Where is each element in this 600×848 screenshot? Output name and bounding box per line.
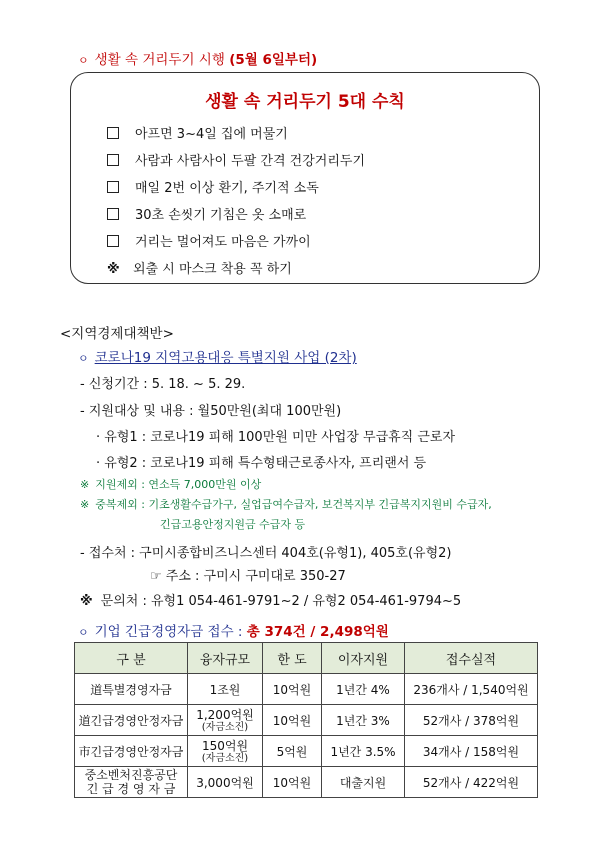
checkbox-icon: [107, 181, 119, 193]
table-cell: 1,200억원 (자금소진): [188, 705, 263, 736]
table-cell: 중소벤처진흥공단 긴 급 경 영 자 금: [75, 767, 188, 798]
table-cell: 1년간 4%: [322, 674, 405, 705]
office: - 접수처 : 구미시종합비즈니스센터 404호(유형1), 405호(유형2): [80, 546, 452, 561]
table-row: [75, 736, 538, 767]
table-cell: 3,000억원: [188, 767, 263, 798]
table-cell: 34개사 / 158억원: [405, 736, 538, 767]
fund-table: [74, 642, 538, 798]
reference-mark-icon: ※: [80, 594, 93, 609]
table-cell: 1조원: [188, 674, 263, 705]
table-cell: 道긴급경영안정자금: [75, 705, 188, 736]
table-cell: 150억원 (자금소진): [188, 736, 263, 767]
section1-bullet: ㅇ: [78, 54, 89, 67]
section3-title-a: 기업 긴급경영자금 접수 :: [94, 624, 247, 640]
reference-mark-icon: ※: [80, 498, 90, 511]
duplicate-note-line2: 긴급고용안정지원금 수급자 등: [160, 518, 306, 531]
section1-title-a: 생활 속 거리두기 시행: [94, 52, 230, 68]
apply-period: - 신청기간 : 5. 18. ~ 5. 29.: [80, 377, 246, 392]
table-cell: 市긴급경영안정자금: [75, 736, 188, 767]
section3-bullet: ㅇ: [78, 626, 89, 639]
rule-note: ※ 외출 시 마스크 착용 꼭 하기: [107, 262, 292, 277]
table-cell: 대출지원: [322, 767, 405, 798]
contact: ※ 문의처 : 유형1 054-461-9791~2 / 유형2 054-461-9794~5: [80, 594, 462, 609]
rules-box-title: 생활 속 거리두기 5대 수칙: [205, 92, 405, 112]
section1-title: [78, 48, 317, 68]
section3-title-b: 총 374건 / 2,498억원: [246, 624, 389, 640]
section2-bullet: ㅇ: [78, 352, 89, 365]
table-cell: 1년간 3.5%: [322, 736, 405, 767]
exclude-note: ※ 지원제외 : 연소득 7,000만원 이상: [80, 478, 262, 491]
table-cell: 10억원: [263, 767, 322, 798]
checkbox-icon: [107, 127, 119, 139]
section2-heading: <지역경제대책반>: [60, 326, 174, 342]
table-header: 융자규모: [188, 643, 263, 674]
section2-title: [78, 346, 357, 366]
rule-item: 30초 손씻기 기침은 옷 소매로: [107, 204, 306, 223]
section2-title-text: 코로나19 지역고용대응 특별지원 사업 (2차): [94, 350, 357, 366]
table-header: 구 분: [75, 643, 188, 674]
rule-item: 사람과 사람사이 두팔 간격 건강거리두기: [107, 150, 365, 169]
table-cell: 10억원: [263, 674, 322, 705]
rule-item: 아프면 3~4일 집에 머물기: [107, 123, 288, 142]
table-cell: 道특별경영자금: [75, 674, 188, 705]
table-cell: 236개사 / 1,540억원: [405, 674, 538, 705]
table-row: [75, 767, 538, 798]
checkbox-icon: [107, 208, 119, 220]
reference-mark-icon: ※: [107, 262, 120, 277]
rule-item: 매일 2번 이상 환기, 주기적 소독: [107, 177, 319, 196]
table-cell: 10억원: [263, 705, 322, 736]
section1-title-b: (5월 6일부터): [229, 52, 318, 68]
table-cell: 52개사 / 422억원: [405, 767, 538, 798]
checkbox-icon: [107, 154, 119, 166]
reference-mark-icon: ※: [80, 478, 90, 491]
table-header: 접수실적: [405, 643, 538, 674]
checkbox-icon: [107, 235, 119, 247]
duplicate-note: ※ 중복제외 : 기초생활수급가구, 실업급여수급자, 보건복지부 긴급복지지원비 수급자,: [80, 498, 492, 511]
table-header: 이자지원: [322, 643, 405, 674]
table-header: 한 도: [263, 643, 322, 674]
table-row: [75, 705, 538, 736]
table-cell: 52개사 / 378억원: [405, 705, 538, 736]
address: ☞ 주소 : 구미시 구미대로 350-27: [150, 569, 346, 584]
type1: · 유형1 : 코로나19 피해 100만원 미만 사업장 무급휴직 근로자: [96, 430, 456, 445]
support-target: - 지원대상 및 내용 : 월50만원(최대 100만원): [80, 404, 342, 419]
table-row: [75, 674, 538, 705]
table-cell: 1년간 3%: [322, 705, 405, 736]
section3-title: [78, 620, 389, 640]
table-cell: 5억원: [263, 736, 322, 767]
table-header-row: [75, 643, 538, 674]
type2: · 유형2 : 코로나19 피해 특수형태근로종사자, 프리랜서 등: [96, 456, 427, 471]
rule-item: 거리는 멀어져도 마음은 가까이: [107, 231, 311, 250]
rules-box: [70, 72, 540, 284]
